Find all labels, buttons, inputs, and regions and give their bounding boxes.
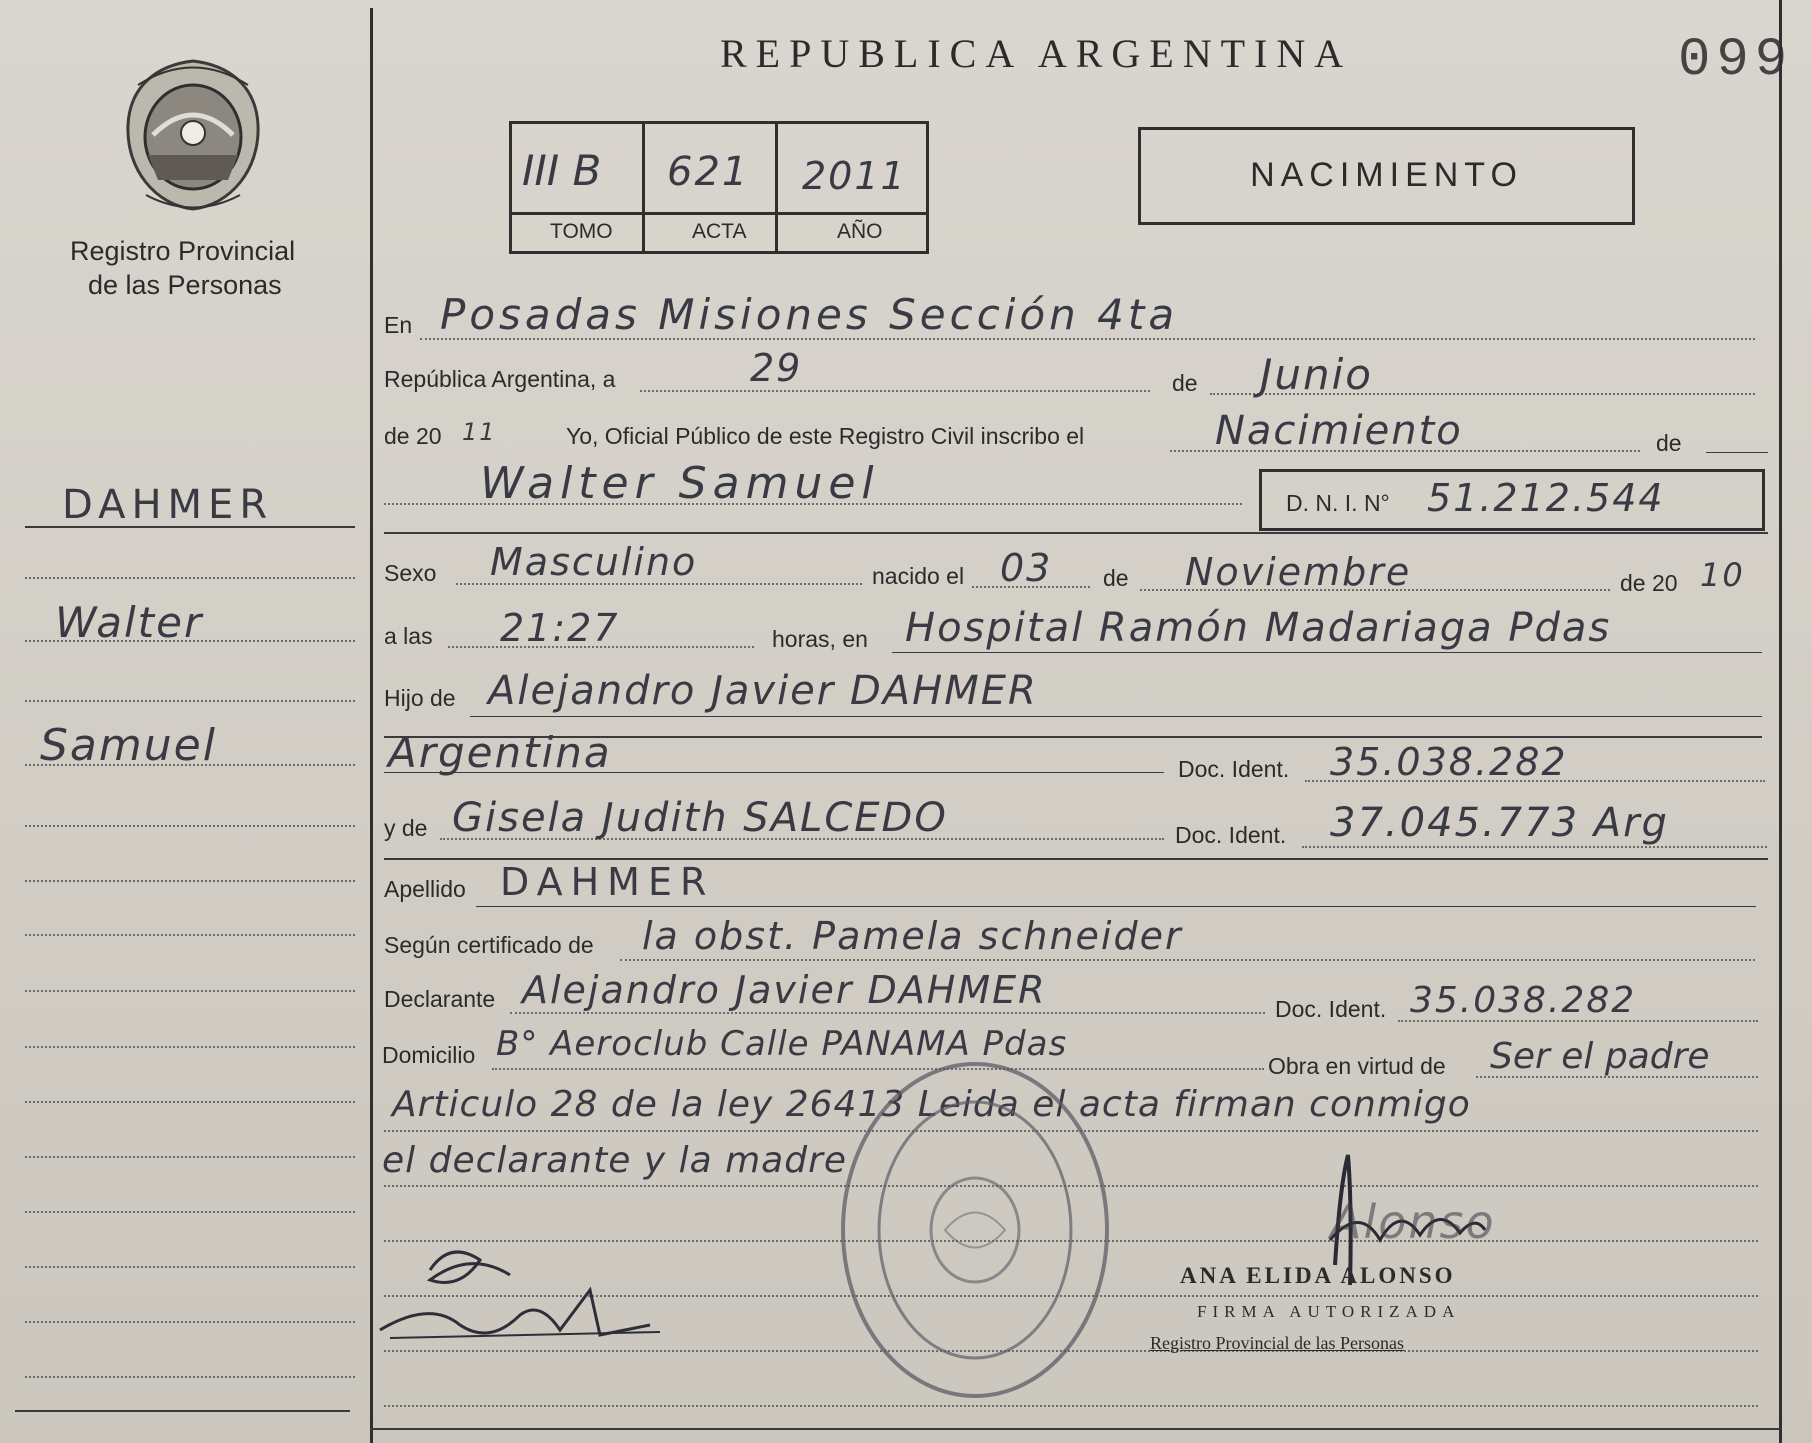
acta-label: ACTA [692, 220, 747, 243]
officer-office: Registro Provincial de las Personas [1150, 1333, 1404, 1353]
margin-line [25, 1046, 355, 1048]
en-label: En [384, 312, 413, 338]
domicilio-label: Domicilio [382, 1042, 476, 1068]
anio-value: 2011 [802, 154, 907, 198]
yde-label: y de [384, 815, 428, 841]
declarante-doc-field: 35.038.282 [1410, 980, 1637, 1021]
notes-line-1: Articulo 28 de la ley 26413 Leida el acta firman conmigo [392, 1084, 1471, 1125]
father-name-field: Alejandro Javier DAHMER [488, 668, 1038, 714]
record-number-box [509, 121, 929, 254]
official-text: Yo, Oficial Público de este Registro Civil inscribo el [566, 423, 1085, 449]
tomo-label: TOMO [550, 220, 613, 243]
declarante-label: Declarante [384, 986, 496, 1012]
margin-first-name: Walter [55, 598, 204, 647]
birth-month-field: Noviembre [1185, 550, 1412, 594]
dni-field: 51.212.544 [1427, 476, 1665, 520]
event-field: Nacimiento [1215, 408, 1463, 454]
child-name-field: Walter Samuel [480, 458, 880, 509]
folio-number: 099 [1678, 30, 1794, 91]
obra-field: Ser el padre [1490, 1036, 1710, 1077]
republica-label: República Argentina, a [384, 366, 616, 392]
dni-label: D. N. I. N° [1286, 490, 1390, 516]
margin-line [25, 1376, 355, 1378]
notes-line-2: el declarante y la madre [382, 1140, 848, 1181]
registry-name-line2: de las Personas [88, 270, 282, 300]
de-label-3: de [1103, 565, 1129, 591]
sex-field: Masculino [490, 540, 698, 584]
margin-line [25, 825, 355, 827]
place-field: Posadas Misiones Sección 4ta [440, 290, 1179, 339]
doc-ident-label-3: Doc. Ident. [1275, 996, 1387, 1022]
father-nationality-field: Argentina [388, 728, 612, 777]
mother-doc-field: 37.045.773 Arg [1330, 800, 1669, 846]
de-label: de [1172, 370, 1198, 396]
margin-line [25, 640, 355, 642]
de-label-2: de [1656, 430, 1682, 456]
year-suffix-field: 11 [462, 418, 497, 446]
birth-year-suffix-field: 10 [1700, 556, 1745, 594]
domicilio-field: B° Aeroclub Calle PANAMA Pdas [496, 1024, 1068, 1064]
day-field: 29 [750, 346, 803, 390]
document-type: NACIMIENTO [1250, 156, 1523, 194]
officer-handwritten-signature: Alonso [1330, 1195, 1496, 1249]
acta-value: 621 [667, 149, 750, 195]
officer-title: FIRMA AUTORIZADA [1197, 1302, 1461, 1321]
sexo-label: Sexo [384, 560, 437, 586]
apellido-field: DAHMER [500, 860, 715, 904]
margin-second-name: Samuel [40, 720, 217, 771]
margin-line [25, 526, 355, 528]
document-type-box [1138, 127, 1635, 225]
official-round-stamp [835, 1055, 1115, 1405]
declarant-signature [370, 1230, 670, 1360]
registry-name-line1: Registro Provincial [70, 236, 296, 266]
right-border [1779, 0, 1782, 1443]
mother-name-field: Gisela Judith SALCEDO [452, 795, 948, 841]
country-title: REPUBLICA ARGENTINA [720, 31, 1353, 76]
margin-line [25, 700, 355, 702]
anio-label: AÑO [837, 220, 883, 243]
provincial-seal [118, 55, 268, 215]
birth-place-field: Hospital Ramón Madariaga Pdas [905, 605, 1612, 651]
margin-surname: DAHMER [62, 482, 274, 528]
dni-box [1259, 469, 1765, 531]
doc-ident-label-2: Doc. Ident. [1175, 822, 1287, 848]
horas-label: horas, en [772, 626, 868, 652]
birth-time-field: 21:27 [500, 606, 620, 650]
declarante-field: Alejandro Javier DAHMER [522, 968, 1047, 1012]
margin-line [25, 1156, 355, 1158]
de20-label: de 20 [384, 423, 442, 449]
month-field: Junio [1260, 350, 1373, 399]
margin-line [25, 1321, 355, 1323]
apellido-label: Apellido [384, 876, 466, 902]
certificado-field: la obst. Pamela schneider [642, 914, 1183, 958]
margin-line [15, 1410, 350, 1412]
nacido-label: nacido el [872, 563, 965, 589]
officer-name: ANA ELIDA ALONSO [1180, 1263, 1456, 1288]
margin-line [25, 1101, 355, 1103]
margin-line [25, 764, 355, 766]
margin-line [25, 990, 355, 992]
alas-label: a las [384, 623, 433, 649]
segun-label: Según certificado de [384, 932, 594, 958]
margin-line [25, 1266, 355, 1268]
father-doc-field: 35.038.282 [1330, 740, 1568, 784]
obra-label: Obra en virtud de [1268, 1053, 1446, 1079]
de20-label-2: de 20 [1620, 570, 1678, 596]
hijo-label: Hijo de [384, 685, 456, 711]
margin-line [25, 577, 355, 579]
margin-line [25, 1211, 355, 1213]
tomo-value: III B [522, 146, 602, 195]
doc-ident-label: Doc. Ident. [1178, 756, 1290, 782]
margin-line [25, 880, 355, 882]
margin-line [25, 934, 355, 936]
birth-day-field: 03 [1000, 546, 1053, 590]
left-column-border [370, 8, 373, 1443]
